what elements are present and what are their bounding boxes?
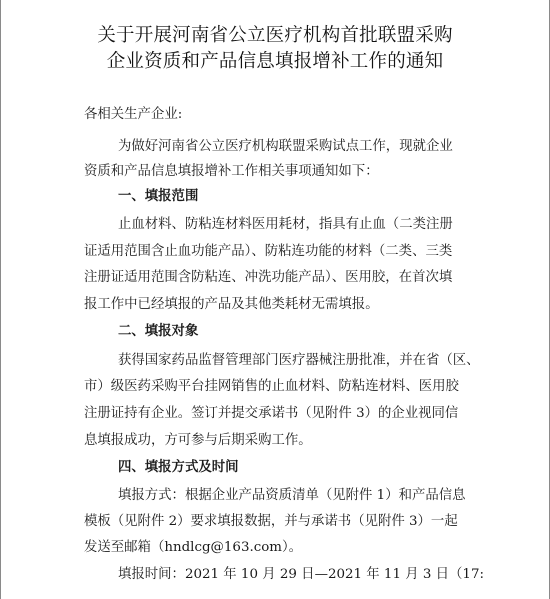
document-title-line-2: 企业资质和产品信息填报增补工作的通知 bbox=[106, 51, 444, 72]
intro-line-1: 为做好河南省公立医疗机构联盟采购试点工作，现就企业 bbox=[118, 139, 453, 154]
section-target-line-2: 市）级医药采购平台挂网销售的止血材料、防粘连材料、医用胶 bbox=[84, 379, 459, 394]
section-scope-line-3: 注册证适用范围含防粘连、冲洗功能产品）、医用胶，在首次填 bbox=[84, 270, 453, 285]
intro-line-2: 资质和产品信息填报增补工作相关事项通知如下： bbox=[84, 164, 379, 179]
section-method-line-3: 发送至邮箱（hndlcg@163.com）。 bbox=[84, 540, 303, 555]
section-target-line-1: 获得国家药品监督管理部门医疗器械注册批准，并在省（区、 bbox=[118, 353, 480, 368]
section-method-line-2: 模板（见附件 2）要求填报数据，并与承诺书（见附件 3）一起 bbox=[84, 514, 458, 529]
section-target-line-4: 息填报成功，方可参与后期采购工作。 bbox=[84, 433, 312, 448]
section-target-line-3: 注册证持有企业。签订并提交承诺书（见附件 3）的企业视同信 bbox=[84, 406, 459, 421]
section-heading-target: 二、填报对象 bbox=[118, 324, 199, 339]
section-method-line-1: 填报方式：根据企业产品资质清单（见附件 1）和产品信息 bbox=[118, 488, 466, 503]
section-scope-line-1: 止血材料、防粘连材料医用耗材，指具有止血（二类注册 bbox=[118, 217, 453, 232]
section-heading-method: 四、填报方式及时间 bbox=[118, 460, 239, 475]
section-scope-line-2: 证适用范围含止血功能产品）、防粘连功能的材料（二类、三类 bbox=[84, 244, 453, 259]
salutation: 各相关生产企业: bbox=[84, 107, 183, 122]
section-method-line-4: 填报时间：2021 年 10 月 29 日—2021 年 11 月 3 日（17: bbox=[118, 567, 484, 582]
document-title-line-1: 关于开展河南省公立医疗机构首批联盟采购 bbox=[97, 25, 453, 46]
section-scope-line-4: 报工作中已经填报的产品及其他类耗材无需填报。 bbox=[84, 297, 379, 312]
section-heading-scope: 一、填报范围 bbox=[118, 189, 199, 204]
